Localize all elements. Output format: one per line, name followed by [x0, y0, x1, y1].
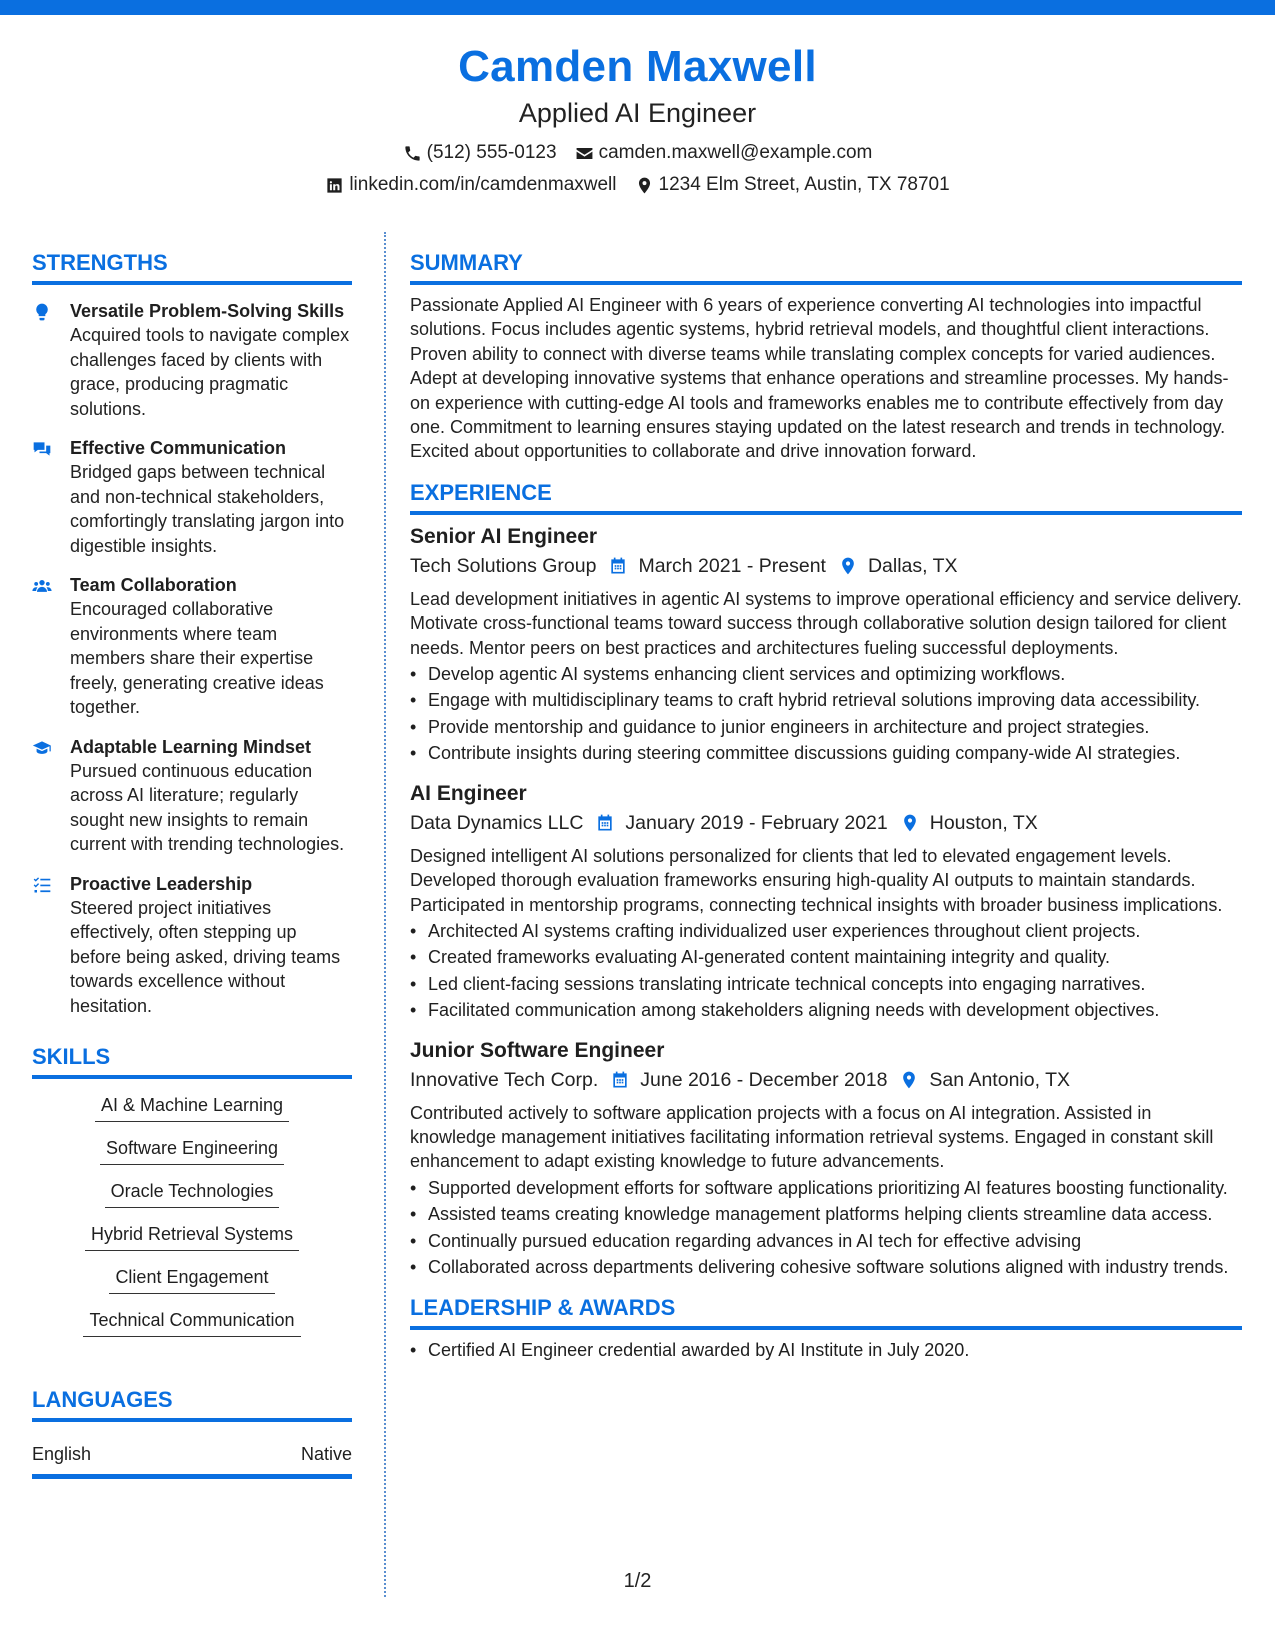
strength-desc: Steered project initiatives effectively, often stepping up before being asked, driving teams towards excellence without hesitation.: [70, 897, 341, 1016]
location-pin-icon: [838, 556, 858, 576]
summary-text: Passionate Applied AI Engineer with 6 years of experience converting AI technologies into impactful solutions. Focus includes agentic systems, hybrid retrieval models, and thoughtful client interactions. Proven ability to connect with diverse teams while translating complex concepts for varied audiences. Adept at developing innovative systems that enhance operations and streamline processes. My hands-on experience with cutting-edge AI tools and frameworks enables me to contribute effectively from day one. Commitment to learning ensures staying updated on the latest research and trends in technology. Excited about opportunities to collaborate and drive innovation forward.: [410, 295, 1229, 462]
candidate-role: Applied AI Engineer: [518, 98, 757, 128]
strength-desc: Bridged gaps between technical and non-technical stakeholders, comfortingly translating jargon into digestible insights.: [70, 462, 345, 556]
strength-title: Versatile Problem-Solving Skills: [70, 301, 345, 321]
location-pin-icon: [899, 1070, 919, 1090]
job-bullets: [410, 662, 1242, 766]
job-company: Tech Solutions Group: [410, 554, 597, 577]
job-location: Dallas, TX: [867, 554, 958, 577]
job-entry: [410, 523, 1242, 766]
contact-email[interactable]: [575, 140, 873, 166]
languages-heading: LANGUAGES: [32, 1387, 352, 1422]
strength-title: Adaptable Learning Mindset: [70, 736, 312, 757]
strength-desc: Acquired tools to navigate complex challenges faced by clients with grace, producing pragmatic solutions.: [70, 325, 350, 419]
language-level: Native: [300, 1444, 352, 1464]
skill-item: Technical Communication: [83, 1308, 300, 1337]
skill-item: Software Engineering: [100, 1136, 284, 1165]
strength-item: [32, 735, 352, 857]
job-title: Junior Software Engineer: [410, 1038, 665, 1062]
calendar-icon: [608, 556, 628, 576]
bullet-item: • Supported development efforts for software applications prioritizing AI features boosting functionality.: [410, 1176, 1242, 1200]
awards-list: [410, 1338, 1242, 1362]
skills-heading: SKILLS: [32, 1044, 352, 1079]
linkedin-icon: [325, 176, 344, 195]
bullet-item: • Contribute insights during steering committee discussions guiding company-wide AI strategies.: [410, 741, 1242, 765]
bullet-item: • Provide mentorship and guidance to junior engineers in architecture and project strategies.: [410, 715, 1242, 739]
skills-list: [32, 1093, 352, 1351]
strength-item: [32, 573, 352, 720]
job-dates: January 2019 - February 2021: [625, 811, 888, 834]
contact-linkedin[interactable]: [325, 172, 616, 198]
job-dates: March 2021 - Present: [638, 554, 826, 577]
strength-title: Team Collaboration: [70, 575, 237, 595]
language-row: [32, 1442, 352, 1479]
bullet-item: • Led client-facing sessions translating intricate technical concepts into engaging narratives.: [410, 972, 1242, 996]
skill-item: AI & Machine Learning: [95, 1093, 289, 1122]
left-column: [32, 250, 352, 1479]
calendar-icon: [595, 813, 615, 833]
bullet-item: • Architected AI systems crafting individualized user experiences throughout client projects.: [410, 919, 1242, 943]
job-dates: June 2016 - December 2018: [640, 1068, 888, 1091]
graduation-cap-icon: [32, 738, 52, 758]
job-meta: [410, 808, 1242, 838]
calendar-icon: [610, 1070, 630, 1090]
people-group-icon: [32, 576, 52, 596]
resume-header: [0, 40, 1275, 198]
job-bullets: [410, 919, 1242, 1023]
bullet-item: • Collaborated across departments delivering cohesive software solutions aligned with industry trends.: [410, 1255, 1242, 1279]
strength-item: [32, 436, 352, 558]
job-location: Houston, TX: [929, 811, 1038, 834]
job-bullets: [410, 1176, 1242, 1280]
contact-phone: [403, 140, 557, 166]
right-column: [410, 250, 1242, 1365]
lightbulb-icon: [32, 302, 52, 322]
location-pin-icon: [635, 176, 654, 195]
awards-heading: LEADERSHIP & AWARDS: [410, 1295, 1242, 1330]
strengths-heading: STRENGTHS: [32, 250, 352, 285]
job-meta: [410, 1065, 1242, 1095]
bullet-item: • Created frameworks evaluating AI-generated content maintaining integrity and quality.: [410, 945, 1242, 969]
job-entry: [410, 780, 1242, 1023]
job-entry: [410, 1037, 1242, 1280]
strength-desc: Pursued continuous education across AI literature; regularly sought new insights to remain current with trending technologies.: [70, 760, 345, 854]
job-meta: [410, 551, 1242, 581]
bullet-item: • Assisted teams creating knowledge management platforms helping clients streamline data access.: [410, 1202, 1242, 1226]
bullet-item: • Facilitated communication among stakeholders aligning needs with development objectives.: [410, 998, 1242, 1022]
email-text: camden.maxwell@example.com: [598, 142, 873, 163]
experience-heading: EXPERIENCE: [410, 480, 1242, 515]
job-company: Data Dynamics LLC: [410, 811, 584, 834]
chat-bubbles-icon: [32, 439, 52, 459]
contact-address: [635, 172, 950, 198]
top-accent-bar: [0, 0, 1275, 15]
contact-row-1: [0, 140, 1275, 166]
job-title: Senior AI Engineer: [410, 524, 598, 548]
location-pin-icon: [900, 813, 920, 833]
job-title: AI Engineer: [410, 781, 527, 805]
bullet-item: • Continually pursued education regarding advances in AI tech for effective advising: [410, 1229, 1242, 1253]
address-text: 1234 Elm Street, Austin, TX 78701: [658, 174, 950, 195]
envelope-icon: [575, 144, 594, 163]
job-location: San Antonio, TX: [929, 1068, 1070, 1091]
contact-row-2: [0, 172, 1275, 198]
skill-item: Hybrid Retrieval Systems: [85, 1222, 299, 1251]
job-desc: Designed intelligent AI solutions personalized for clients that led to elevated engagement levels. Developed thorough evaluation frameworks ensuring high-quality AI outputs to maintain standards. Participated in mentorship programs, connecting technical insights with broader business implications.: [410, 845, 1223, 915]
bullet-item: • Develop agentic AI systems enhancing client services and optimizing workflows.: [410, 662, 1242, 686]
award-item: • Certified AI Engineer credential awarded by AI Institute in July 2020.: [410, 1338, 1242, 1362]
page-number: 1/2: [623, 1570, 652, 1592]
strength-title: Proactive Leadership: [70, 873, 253, 894]
strength-item: [32, 299, 352, 421]
phone-text: (512) 555-0123: [426, 142, 557, 163]
job-company: Innovative Tech Corp.: [410, 1068, 599, 1091]
bullet-item: • Engage with multidisciplinary teams to craft hybrid retrieval solutions improving data accessibility.: [410, 688, 1242, 712]
strength-desc: Encouraged collaborative environments where team members share their expertise freely, generating creative ideas together.: [70, 599, 324, 717]
skill-item: Oracle Technologies: [105, 1179, 280, 1208]
column-divider: [384, 232, 386, 1597]
language-name: English: [32, 1444, 92, 1464]
skill-item: Client Engagement: [109, 1265, 274, 1294]
phone-icon: [403, 144, 422, 163]
job-desc: Lead development initiatives in agentic AI systems to improve operational efficiency and service delivery. Motivate cross-functional teams toward success through collaborative solution design tailored for client needs. Mentor peers on best practices and architectures fueling successful deployments.: [410, 588, 1242, 658]
job-desc: Contributed actively to software application projects with a focus on AI integration. Assisted in knowledge management initiatives facilitating information retrieval systems. Engaged in constant skill enhancement to adapt existing knowledge to future advancements.: [410, 1102, 1214, 1172]
checklist-icon: [32, 875, 52, 895]
strength-title: Effective Communication: [70, 438, 287, 458]
linkedin-text: linkedin.com/in/camdenmaxwell: [349, 174, 617, 195]
candidate-name: Camden Maxwell: [458, 42, 817, 91]
summary-heading: SUMMARY: [410, 250, 1242, 285]
strength-item: [32, 872, 352, 1019]
